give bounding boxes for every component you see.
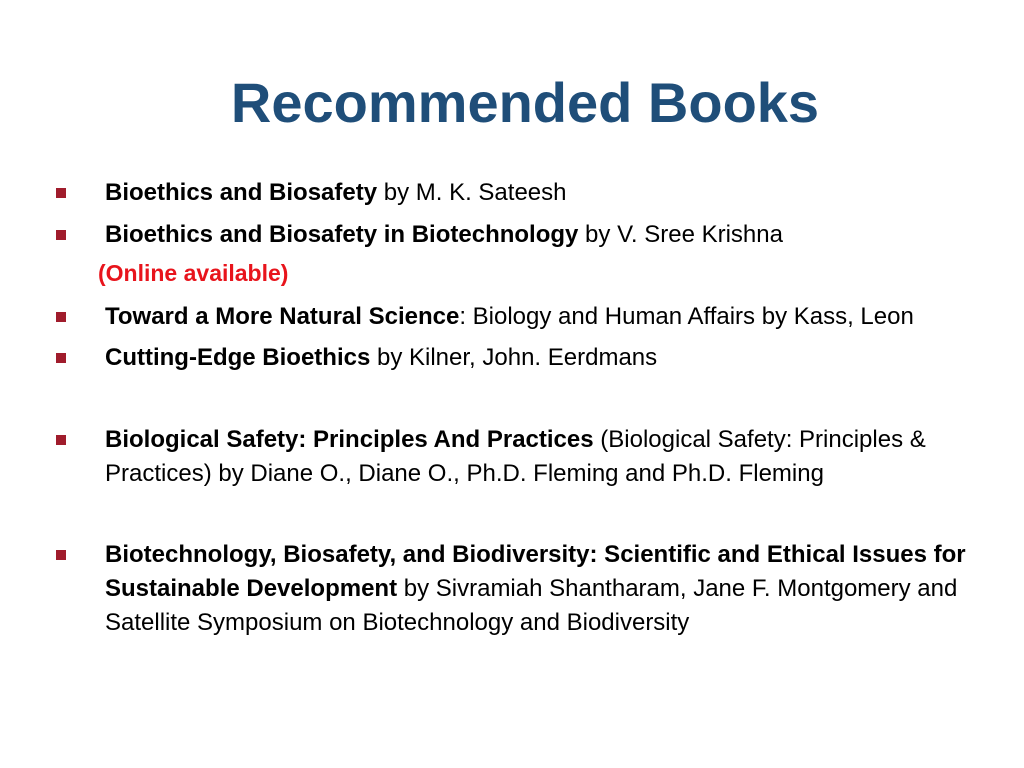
book-author: by V. Sree Krishna: [578, 221, 783, 248]
book-title: Biological Safety: Principles And Practices: [105, 426, 594, 453]
book-item: [105, 218, 1000, 252]
book-item: [105, 176, 1000, 210]
bullet-icon: [56, 188, 66, 198]
book-author: by Kilner, John. Eerdmans: [370, 344, 658, 371]
book-item: [105, 341, 1000, 375]
bullet-icon: [56, 230, 66, 240]
book-item: [105, 300, 1000, 334]
book-title: Biotechnology, Biosafety, and Biodiversity: Scientific and Ethical Issues for Sustainable Development: [105, 541, 966, 602]
online-available-note: (Online available): [98, 260, 289, 286]
bullet-icon: [56, 353, 66, 363]
book-title: Cutting-Edge Bioethics: [105, 344, 371, 371]
book-title: Bioethics and Biosafety: [105, 179, 378, 206]
book-title: Toward a More Natural Science: [105, 303, 460, 330]
book-item: [105, 423, 1000, 491]
book-title: Bioethics and Biosafety in Biotechnology: [105, 221, 579, 248]
bullet-icon: [56, 550, 66, 560]
book-author: by M. K. Sateesh: [377, 179, 567, 206]
bullet-icon: [56, 435, 66, 445]
book-item: [105, 538, 1000, 640]
book-author: : Biology and Human Affairs by Kass, Leon: [459, 303, 914, 330]
book-author: (Biological Safety: Principles & Practices) by Diane O., Diane O., Ph.D. Fleming and Ph.D. Fleming: [105, 426, 926, 487]
book-author: by Sivramiah Shantharam, Jane F. Montgomery and Satellite Symposium on Biotechnology and Biodiversity: [105, 575, 958, 636]
bullet-icon: [56, 312, 66, 322]
slide-title: Recommended Books: [230, 71, 820, 134]
